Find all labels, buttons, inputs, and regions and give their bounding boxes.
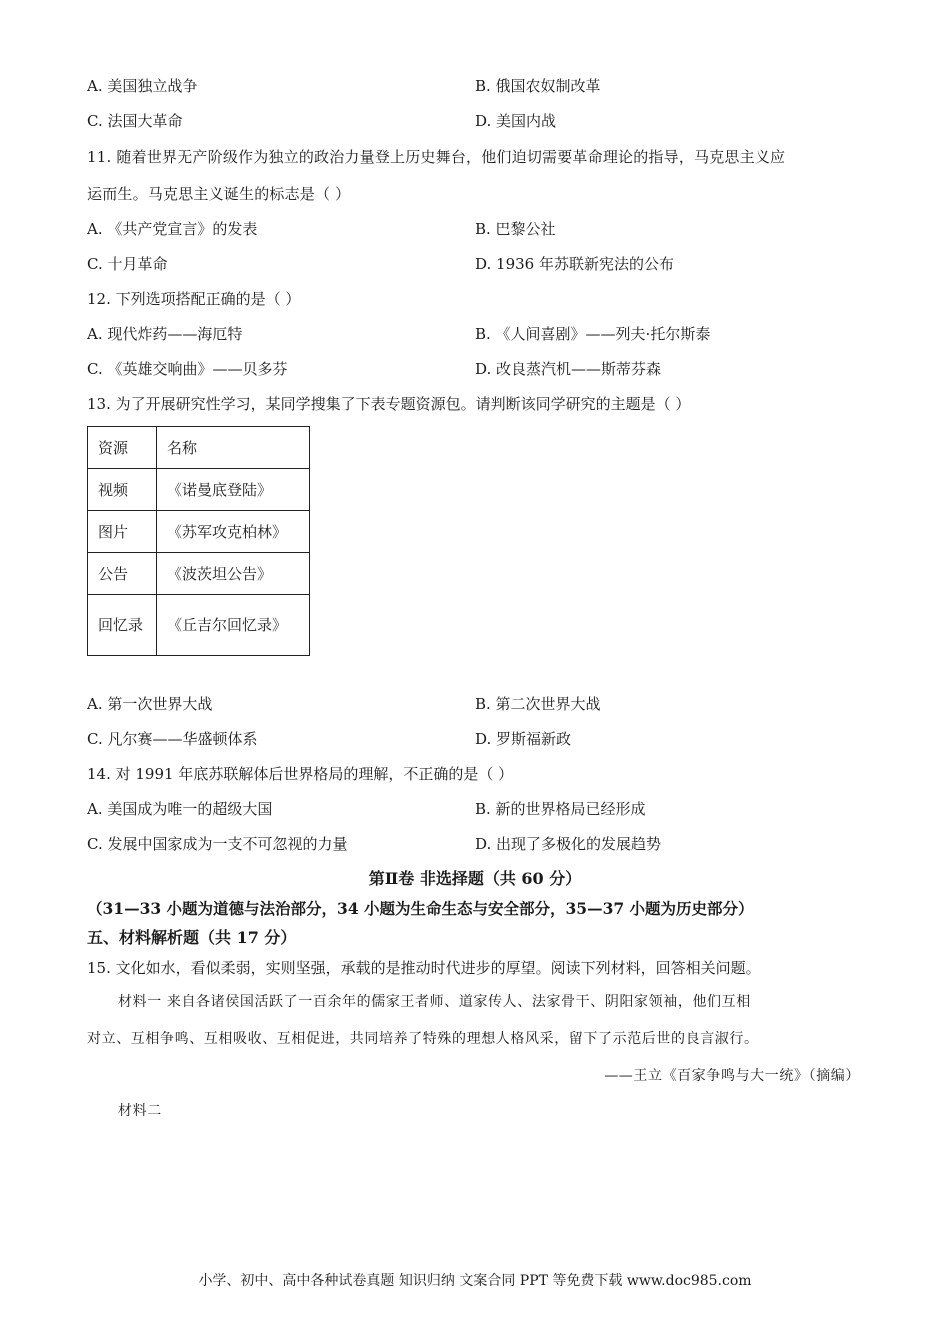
table-row bbox=[88, 553, 310, 595]
q11-option-c: C. 十月革命 bbox=[87, 255, 168, 273]
table-cell-type: 回忆录 bbox=[88, 595, 157, 656]
q14-option-c: C. 发展中国家成为一支不可忽视的力量 bbox=[87, 835, 348, 853]
table-cell-type: 视频 bbox=[88, 469, 157, 511]
table-cell-title: 《丘吉尔回忆录》 bbox=[157, 595, 310, 656]
q12-stem: 12. 下列选项搭配正确的是（ ） bbox=[87, 290, 301, 308]
q14-option-d: D. 出现了多极化的发展趋势 bbox=[475, 835, 662, 853]
q10-option-b: B. 俄国农奴制改革 bbox=[475, 77, 601, 95]
q12-option-b: B. 《人间喜剧》——列夫·托尔斯泰 bbox=[475, 325, 711, 343]
table-row bbox=[88, 595, 310, 656]
q15-stem: 15. 文化如水，看似柔弱，实则坚强，承载的是推动时代进步的厚望。阅读下列材料，回答相关问题。 bbox=[87, 959, 761, 977]
q14-stem: 14. 对 1991 年底苏联解体后世界格局的理解，不正确的是（ ） bbox=[87, 765, 514, 783]
table-cell-title: 《苏军攻克柏林》 bbox=[157, 511, 310, 553]
table-row bbox=[88, 469, 310, 511]
q13-option-a: A. 第一次世界大战 bbox=[87, 695, 213, 713]
part2-note: （31—33 小题为道德与法治部分，34 小题为生命生态与安全部分，35—37 小题为历史部分） bbox=[87, 899, 754, 918]
material1-source: ——王立《百家争鸣与大一统》（摘编） bbox=[604, 1068, 860, 1084]
q13-option-c: C. 凡尔赛——华盛顿体系 bbox=[87, 730, 258, 748]
q12-option-c: C. 《英雄交响曲》——贝多芬 bbox=[87, 360, 288, 378]
table-row bbox=[88, 511, 310, 553]
table-cell-type: 图片 bbox=[88, 511, 157, 553]
q11-option-d: D. 1936 年苏联新宪法的公布 bbox=[475, 255, 674, 273]
q10-option-c: C. 法国大革命 bbox=[87, 112, 183, 130]
q11-option-a: A. 《共产党宣言》的发表 bbox=[87, 220, 258, 238]
resource-table bbox=[87, 426, 310, 656]
table-cell-type: 公告 bbox=[88, 553, 157, 595]
q13-option-b: B. 第二次世界大战 bbox=[475, 695, 601, 713]
q10-option-d: D. 美国内战 bbox=[475, 112, 557, 130]
q13-stem: 13. 为了开展研究性学习，某同学搜集了下表专题资源包。请判断该同学研究的主题是（ ） bbox=[87, 395, 691, 413]
q14-option-b: B. 新的世界格局已经形成 bbox=[475, 800, 646, 818]
table-cell-title: 《波茨坦公告》 bbox=[157, 553, 310, 595]
material2-label: 材料二 bbox=[118, 1103, 162, 1119]
material1-line2: 对立、互相争鸣、互相吸收、互相促进，共同培养了特殊的理想人格风采，留下了示范后世的良言淑行。 bbox=[87, 1031, 759, 1047]
table-header-name: 名称 bbox=[157, 427, 310, 469]
q12-option-a: A. 现代炸药——海厄特 bbox=[87, 325, 243, 343]
section-title: 五、材料解析题（共 17 分） bbox=[87, 928, 297, 947]
q10-option-a: A. 美国独立战争 bbox=[87, 77, 198, 95]
q12-option-d: D. 改良蒸汽机——斯蒂芬森 bbox=[475, 360, 662, 378]
q14-option-a: A. 美国成为唯一的超级大国 bbox=[87, 800, 273, 818]
table-cell-title: 《诺曼底登陆》 bbox=[157, 469, 310, 511]
page-footer: 小学、初中、高中各种试卷真题 知识归纳 文案合同 PPT 等免费下载 www.doc985.com bbox=[198, 1273, 752, 1289]
q11-option-b: B. 巴黎公社 bbox=[475, 220, 556, 238]
table-header-resource: 资源 bbox=[88, 427, 157, 469]
table-header-row bbox=[88, 427, 310, 469]
q11-stem-line2: 运而生。马克思主义诞生的标志是（ ） bbox=[87, 185, 351, 203]
material1-line1: 材料一 来自各诸侯国活跃了一百余年的儒家王者师、道家传人、法家骨干、阴阳家领袖，他们互相 bbox=[118, 994, 751, 1010]
part2-title: 第Ⅱ卷 非选择题（共 60 分） bbox=[368, 869, 582, 888]
q13-option-d: D. 罗斯福新政 bbox=[475, 730, 572, 748]
q11-stem-line1: 11. 随着世界无产阶级作为独立的政治力量登上历史舞台，他们迫切需要革命理论的指导，马克思主义应 bbox=[87, 148, 786, 166]
